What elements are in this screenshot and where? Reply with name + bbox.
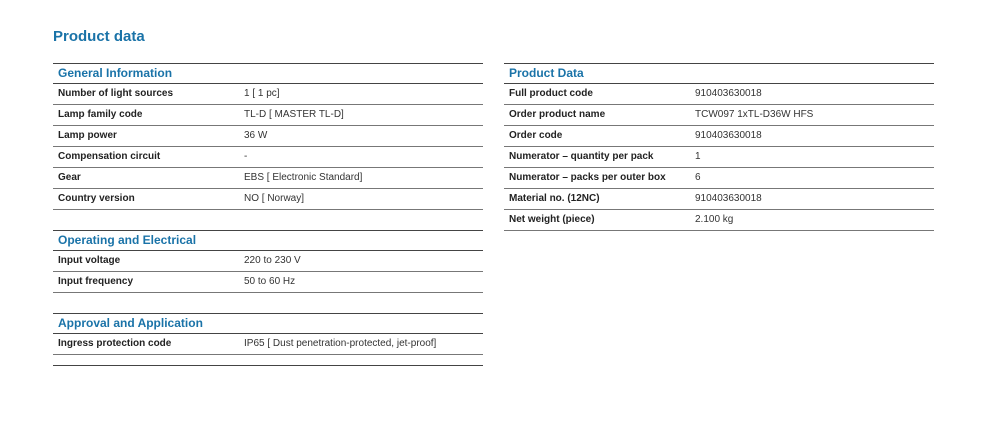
row-value: 50 to 60 Hz (244, 276, 296, 287)
row-value: NO [ Norway] (244, 193, 305, 204)
section-approval-application (53, 314, 483, 366)
section-general-information (53, 63, 483, 231)
row-value: 2.100 kg (695, 214, 734, 225)
table-row (504, 168, 934, 189)
table-row (53, 189, 483, 210)
section-header: Product Data (504, 64, 934, 84)
table-row (504, 84, 934, 105)
table-row (53, 334, 483, 355)
table-row (504, 147, 934, 168)
table-row (504, 189, 934, 210)
table-row (53, 105, 483, 126)
row-label: Order code (509, 130, 563, 141)
row-label: Input frequency (58, 276, 134, 287)
table-row (53, 272, 483, 293)
row-value: 36 W (244, 130, 268, 141)
section-product-data (504, 63, 934, 231)
table-row (53, 84, 483, 105)
table-row (53, 147, 483, 168)
right-column (504, 63, 934, 231)
table-row (504, 105, 934, 126)
section-divider (53, 293, 483, 314)
row-label: Numerator – quantity per pack (509, 151, 654, 162)
row-value: 1 [ 1 pc] (244, 88, 280, 99)
row-value: EBS [ Electronic Standard] (244, 172, 363, 183)
table-row (504, 210, 934, 231)
row-label: Net weight (piece) (509, 214, 595, 225)
row-value: 220 to 230 V (244, 255, 301, 266)
row-label: Numerator – packs per outer box (509, 172, 666, 183)
row-value: TCW097 1xTL-D36W HFS (695, 109, 814, 120)
row-label: Input voltage (58, 255, 121, 266)
row-value: 910403630018 (695, 193, 762, 204)
row-value: 1 (695, 151, 701, 162)
row-label: Gear (58, 172, 81, 183)
row-label: Compensation circuit (58, 151, 161, 162)
row-label: Order product name (509, 109, 606, 120)
row-label: Country version (58, 193, 135, 204)
section-header: General Information (53, 64, 483, 84)
row-value: 910403630018 (695, 88, 762, 99)
row-value: TL-D [ MASTER TL-D] (244, 109, 344, 120)
row-label: Ingress protection code (58, 338, 172, 349)
row-label: Lamp family code (58, 109, 143, 120)
section-operating-electrical (53, 231, 483, 314)
row-label: Number of light sources (58, 88, 174, 99)
row-value: 6 (695, 172, 701, 183)
table-row (53, 126, 483, 147)
table-row (53, 251, 483, 272)
table-row (53, 168, 483, 189)
row-value: 910403630018 (695, 130, 762, 141)
row-label: Lamp power (58, 130, 117, 141)
table-row (504, 126, 934, 147)
row-label: Full product code (509, 88, 593, 99)
left-column (53, 63, 483, 366)
row-label: Material no. (12NC) (509, 193, 600, 204)
section-divider (53, 355, 483, 366)
page-title: Product data (53, 28, 145, 45)
row-value: IP65 [ Dust penetration-protected, jet-proof] (244, 338, 437, 349)
section-header: Operating and Electrical (53, 231, 483, 251)
section-divider (53, 210, 483, 231)
section-header: Approval and Application (53, 314, 483, 334)
row-value: - (244, 151, 248, 162)
